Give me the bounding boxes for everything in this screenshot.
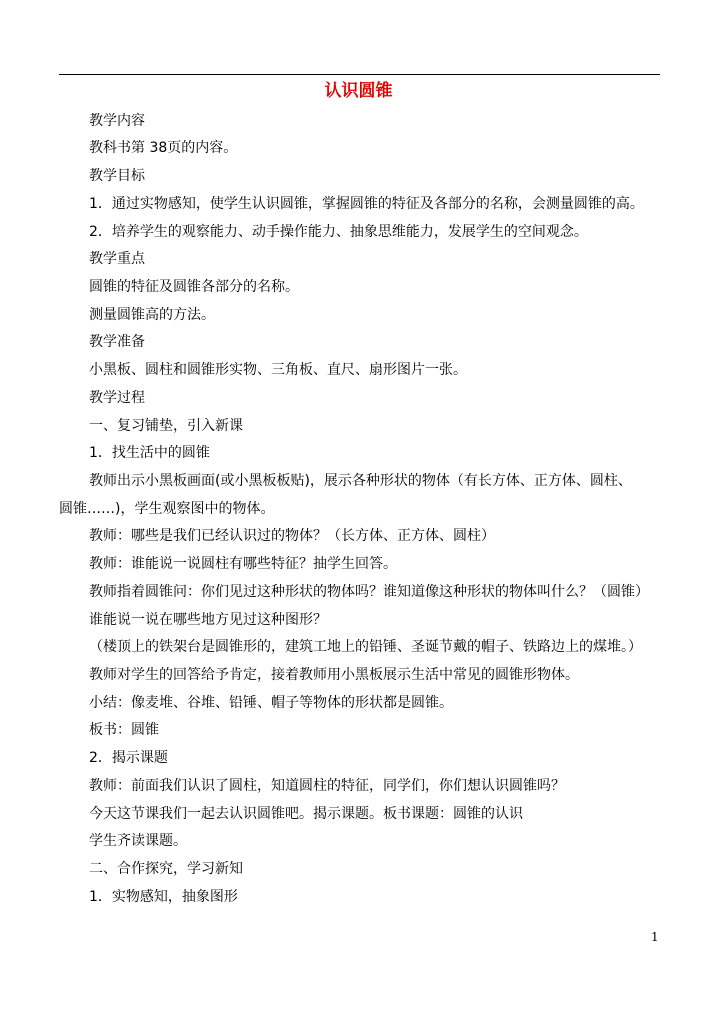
text-line: （楼顶上的铁架台是圆锥形的，建筑工地上的铅锤、圣诞节戴的帽子、铁路边上的煤堆。） xyxy=(89,639,642,655)
page-number: 1 xyxy=(651,930,659,944)
text-line: 板书：圆锥 xyxy=(89,722,159,738)
text-line: 小结：像麦堆、谷堆、铅锤、帽子等物体的形状都是圆锥。 xyxy=(89,695,453,711)
text-line: 2．揭示课题 xyxy=(89,750,168,766)
text-line: 圆锥的特征及圆锥各部分的名称。 xyxy=(89,279,299,295)
text-line: 测量圆锥高的方法。 xyxy=(89,307,215,323)
text-line: 教师对学生的回答给予肯定，接着教师用小黑板展示生活中常见的圆锥形物体。 xyxy=(89,667,579,683)
text-line: 教学重点 xyxy=(89,251,145,267)
text-line: 一、复习铺垫，引入新课 xyxy=(89,418,243,434)
text-line: 教师出示小黑板画面(或小黑板板贴)，展示各种形状的物体（有长方体、正方体、圆柱、 xyxy=(89,473,632,489)
text-line: 圆锥……)，学生观察图中的物体。 xyxy=(59,501,275,517)
text-line: 教学目标 xyxy=(89,168,145,184)
text-line: 1．通过实物感知，使学生认识圆锥，掌握圆锥的特征及各部分的名称，会测量圆锥的高。 xyxy=(89,196,644,212)
page-title: 认识圆锥 xyxy=(324,81,393,101)
text-line: 教师指着圆锥问：你们见过这种形状的物体吗？谁知道像这种形状的物体叫什么？（圆锥） xyxy=(89,584,649,600)
text-line: 教学准备 xyxy=(89,334,145,350)
text-line: 谁能说一说在哪些地方见过这种图形？ xyxy=(89,612,327,628)
text-line: 教师：哪些是我们已经认识过的物体？（长方体、正方体、圆柱） xyxy=(89,528,495,544)
text-line: 2．培养学生的观察能力、动手操作能力、抽象思维能力，发展学生的空间观念。 xyxy=(89,224,588,240)
text-line: 教学过程 xyxy=(89,390,145,406)
text-line: 1．找生活中的圆锥 xyxy=(89,445,210,461)
text-line: 教师：谁能说一说圆柱有哪些特征？抽学生回答。 xyxy=(89,556,397,572)
text-line: 学生齐读课题。 xyxy=(89,833,187,849)
text-line: 教学内容 xyxy=(89,113,145,129)
text-line: 二、合作探究，学习新知 xyxy=(89,861,243,877)
text-line: 教科书第 38页的内容。 xyxy=(89,140,238,156)
text-line: 小黑板、圆柱和圆锥形实物、三角板、直尺、扇形图片一张。 xyxy=(89,362,467,378)
text-line: 教师：前面我们认识了圆柱，知道圆柱的特征，同学们，你们想认识圆锥吗？ xyxy=(89,778,565,794)
header-rule xyxy=(59,74,660,75)
text-line: 1．实物感知，抽象图形 xyxy=(89,889,238,905)
text-line: 今天这节课我们一起去认识圆锥吧。揭示课题。板书课题：圆锥的认识 xyxy=(89,806,523,822)
